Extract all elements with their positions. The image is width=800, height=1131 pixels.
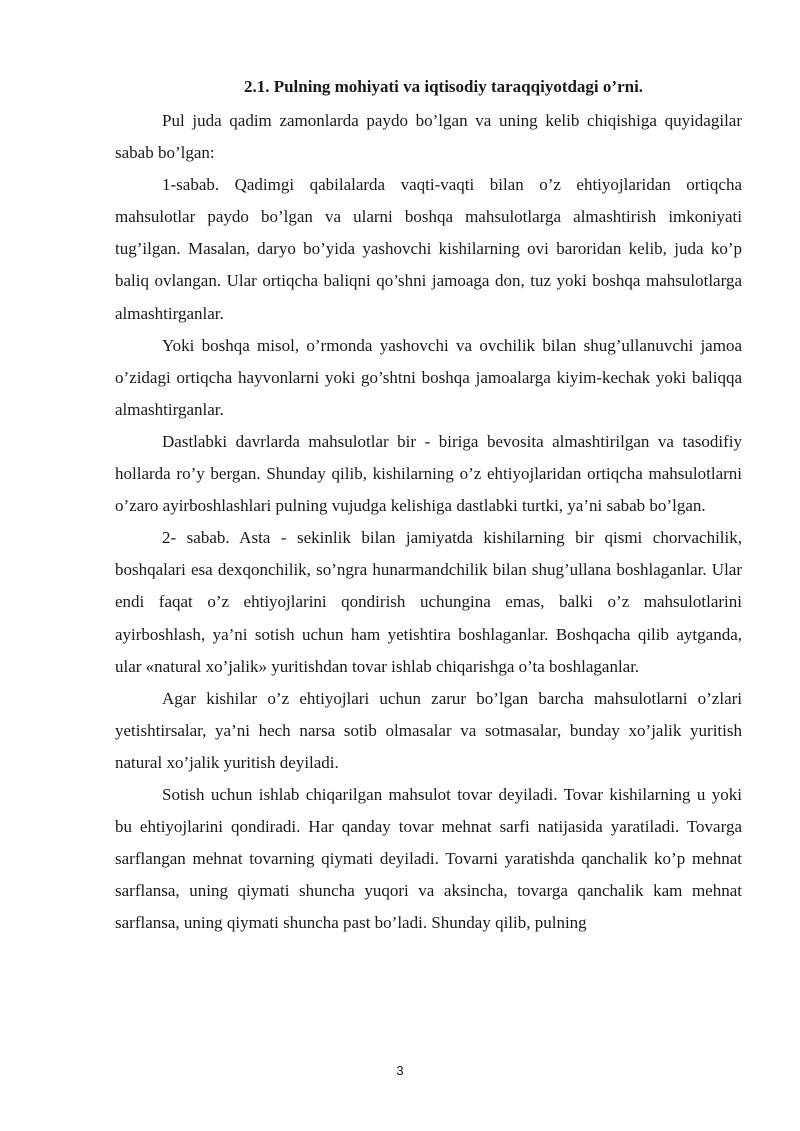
paragraph-commodity: Sotish uchun ishlab chiqarilgan mahsulot tovar deyiladi. Tovar kishilarning u yoki bu ehtiyojlarini qondiradi. Har qanday tovar mehnat sarfi natijasida yaratiladi. Tovarga sarflangan mehnat tovarning qiymati deyiladi. Tovarni yaratishda qanchalik ko’p mehnat sarflansa, uning qiymati shuncha yuqori va aksincha, tovarga qanchalik kam mehnat sarflansa, uning qiymati shuncha past bo’ladi. Shunday qilib, pulning	[115, 784, 742, 933]
section-heading: 2.1. Pulning mohiyati va iqtisodiy taraqqiyotdagi o’rni.	[243, 77, 644, 96]
paragraph-natural-economy: Agar kishilar o’z ehtiyojlari uchun zarur bo’lgan barcha mahsulotlarni o’zlari yetishtirsalar, ya’ni hech narsa sotib olmasalar va sotmasalar, bunday xo’jalik yuritish natural xo’jalik yuritish deyiladi.	[115, 688, 742, 772]
paragraph-intro: Pul juda qadim zamonlarda paydo bo’lgan va uning kelib chiqishiga quyidagilar sabab bo’lgan:	[115, 111, 742, 163]
paragraph-reason-1: 1-sabab. Qadimgi qabilalarda vaqti-vaqti bilan o’z ehtiyojlaridan ortiqcha mahsulotlar paydo bo’lgan va ularni boshqa mahsulotlarga almashtirish imkoniyati tug’ilgan. Masalan, daryo bo’yida yashovchi kishilarning ovi baroridan kelib, juda ko’p baliq ovlangan. Ular ortiqcha baliqni qo’shni jamoaga don, tuz yoki boshqa mahsulotlarga almashtirganlar.	[115, 175, 742, 323]
paragraph-early-periods: Dastlabki davrlarda mahsulotlar bir - biriga bevosita almashtirilgan va tasodifiy hollarda ro’y bergan. Shunday qilib, kishilarning o’z ehtiyojlaridan ortiqcha mahsulotlarni o’zaro ayirboshlashlari pulning vujudga kelishiga dastlabki turtki, ya’ni sabab bo’lgan.	[115, 431, 742, 516]
paragraph-reason-2: 2- sabab. Asta - sekinlik bilan jamiyatda kishilarning bir qismi chorvachilik, boshqalari esa dexqonchilik, so’ngra hunarmandchilik bilan shug’ullana boshlaganlar. Ular endi faqat o’z ehtiyojlarini qondirish uchungina emas, balki o’z mahsulotlarini ayirboshlash, ya’ni sotish uchun ham yetishtira boshlaganlar. Boshqacha qilib aytganda, ular «natural xo’jalik» yuritishdan tovar ishlab chiqarishga o’ta boshlaganlar.	[115, 528, 742, 676]
page-number: 3	[396, 1063, 404, 1078]
paragraph-example: Yoki boshqa misol, o’rmonda yashovchi va ovchilik bilan shug’ullanuvchi jamoa o’zidagi ortiqcha hayvonlarni yoki go’shtni boshqa jamoalarga kiyim-kechak yoki baliqqa almashtirganlar.	[115, 335, 742, 419]
page-content	[115, 72, 742, 939]
